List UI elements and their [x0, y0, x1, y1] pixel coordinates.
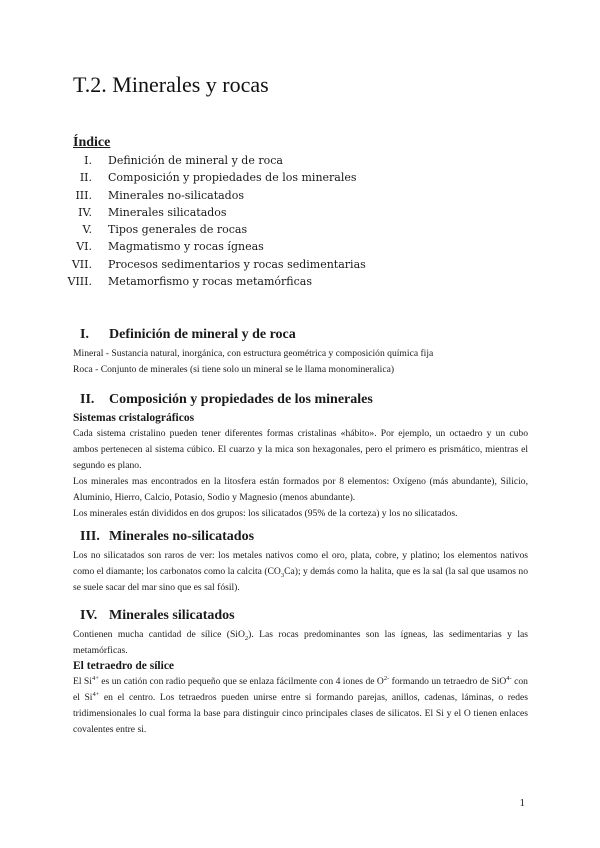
section-no-silicatados	[73, 526, 528, 596]
section-heading	[73, 526, 528, 548]
toc-number: V.	[82, 223, 92, 237]
toc-number: IV.	[78, 205, 92, 219]
toc-number: II.	[79, 171, 92, 185]
section-number: III.	[80, 529, 100, 544]
index-heading: Índice	[73, 135, 111, 150]
superscript: 4-	[506, 674, 512, 682]
paragraph	[73, 674, 528, 738]
paragraph: Cada sistema cristalino pueden tener diferentes formas cristalinas «hábito». Por ejemplo, un octaedro y un cubo ambos pertenecen al sistema cúbico. El cuarzo y la mica son hexagonales, pero el primero es prismático, mientras el segundo es plano.	[73, 428, 528, 471]
section-title: Definición de mineral y de roca	[109, 327, 296, 342]
paragraph: Los minerales están divididos en dos grupos: los silicatados (95% de la corteza) y los no silicatados.	[73, 508, 458, 519]
text-run: ). Las rocas predominantes son las ígneas, las sedimentarias y las metamórficas.	[73, 629, 529, 656]
paragraph: Los minerales mas encontrados en la litosfera están formados por 8 elementos: Oxígeno (más abundante), Silicio, Aluminio, Hierro, Calcio, Potasio, Sodio y Magnesio (menos abundante).	[73, 476, 528, 503]
paragraph	[73, 548, 528, 596]
toc-number: VII.	[71, 257, 92, 271]
section-composicion	[73, 389, 528, 522]
section-heading	[73, 389, 528, 411]
toc-number: VIII.	[67, 275, 92, 289]
section-definicion	[73, 324, 528, 378]
subscript: 3	[280, 571, 285, 579]
subscript: 2	[244, 634, 249, 642]
section-silicatados	[73, 605, 528, 738]
document-title: T.2. Minerales y rocas	[73, 72, 269, 97]
subsection-heading: Sistemas cristalográficos	[73, 412, 195, 424]
section-number: I.	[80, 327, 89, 342]
text-run: con el Si	[73, 676, 528, 703]
toc-number: VI.	[76, 240, 92, 254]
toc-text: Minerales silicatados	[108, 205, 227, 219]
toc-number: I.	[84, 154, 92, 167]
toc-text: Minerales no-silicatados	[108, 188, 244, 202]
page-number: 1	[519, 797, 525, 809]
section-number: IV.	[80, 608, 98, 623]
section-heading	[73, 324, 528, 346]
section-heading	[73, 605, 528, 627]
toc-item[interactable]	[56, 204, 476, 221]
toc-item[interactable]	[56, 187, 476, 204]
text-run: Contienen mucha cantidad de sílice (SiO	[73, 629, 245, 640]
section-number: II.	[80, 392, 95, 407]
superscript: 4+	[92, 690, 100, 698]
text-run: El Si	[73, 676, 92, 687]
text-run: Ca); y demás como la halita, que es la sal (la sal que usamos no se suele sacar del mar sino que es sal fósil).	[73, 566, 528, 593]
text-run: Los no silicatados son raros de ver: los metales nativos como el oro, plata, cobre, y platino; los elementos nativos como el diamante; los carbonatos como la calcita (CO	[73, 550, 528, 577]
text-run: formando un tetraedro de SiO	[389, 676, 507, 687]
table-of-contents	[56, 152, 476, 290]
toc-item[interactable]	[56, 152, 476, 169]
text-run: es un catión con radio pequeño que se enlaza fácilmente con 4 iones de O	[98, 676, 384, 687]
toc-number: III.	[75, 188, 92, 202]
paragraph	[73, 627, 528, 659]
section-title: Minerales silicatados	[109, 608, 235, 623]
text-run: en el centro. Los tetraedros pueden unirse entre si formando parejas, anillos, cadenas, láminas, o redes tridimensionales lo cual forma la base para distinguir cinco principales clases de silicatos. El Si y el O tienen enlaces covalentes entre si.	[73, 692, 528, 735]
toc-text: Definición de mineral y de roca	[108, 154, 283, 167]
toc-text: Metamorfismo y rocas metamórficas	[108, 275, 312, 289]
toc-item[interactable]	[56, 169, 476, 186]
section-title: Minerales no-silicatados	[109, 529, 255, 544]
superscript: 4+	[91, 674, 99, 682]
toc-item[interactable]	[56, 238, 476, 255]
paragraph: Mineral - Sustancia natural, inorgánica, con estructura geométrica y composición química fija	[73, 348, 434, 359]
toc-text: Procesos sedimentarios y rocas sedimentarias	[108, 257, 366, 271]
toc-item[interactable]	[56, 273, 476, 290]
superscript: 2-	[383, 674, 390, 682]
toc-text: Tipos generales de rocas	[108, 223, 248, 237]
subsection-heading: El tetraedro de sílice	[73, 660, 175, 672]
paragraph: Roca - Conjunto de minerales (si tiene solo un mineral se le llama monomineralica)	[73, 364, 395, 375]
toc-item[interactable]	[56, 221, 476, 238]
section-title: Composición y propiedades de los minerales	[109, 392, 373, 407]
toc-text: Magmatismo y rocas ígneas	[108, 240, 264, 254]
toc-item[interactable]	[56, 256, 476, 273]
toc-text: Composición y propiedades de los minerales	[108, 171, 357, 185]
